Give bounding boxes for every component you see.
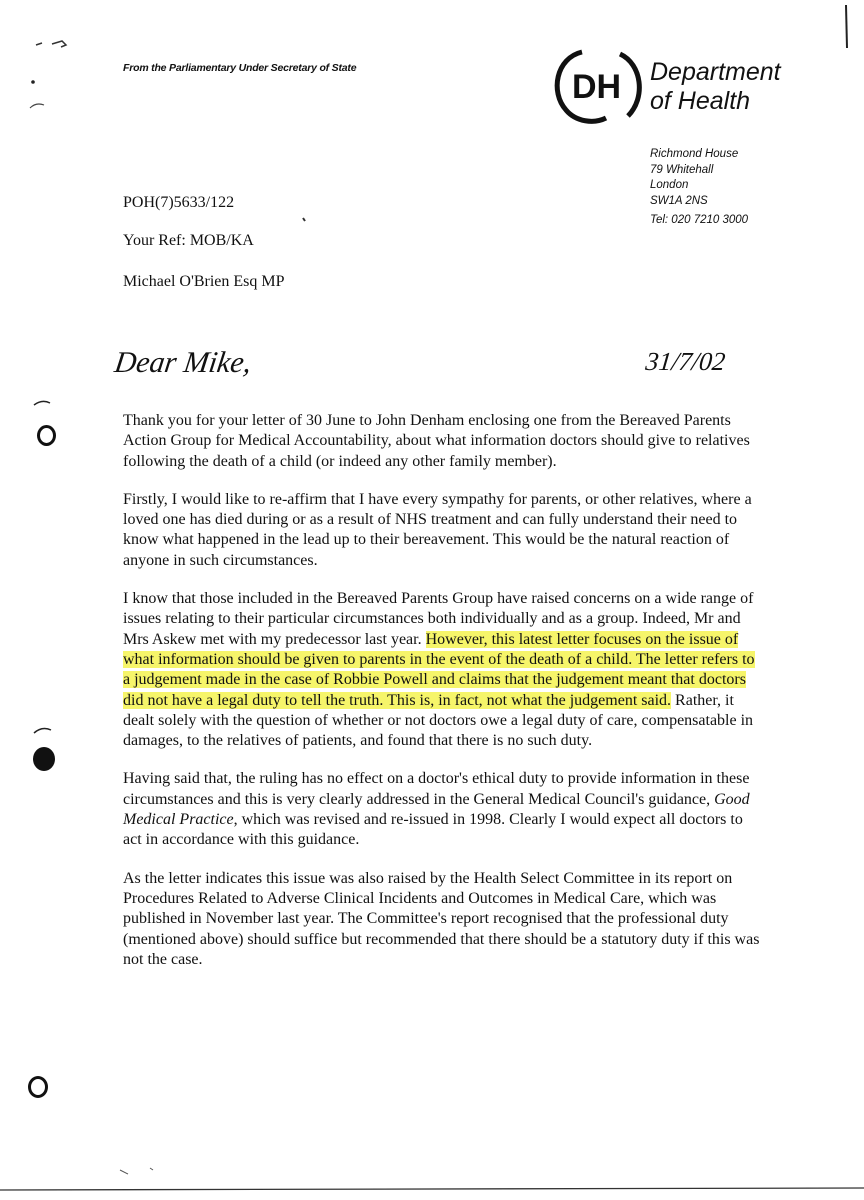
address-line: 79 Whitehall xyxy=(650,163,714,176)
address-line: London xyxy=(650,179,689,191)
department-name xyxy=(650,58,781,116)
handwritten-salutation: Dear Mike, xyxy=(112,345,254,379)
punch-hole-bottom xyxy=(28,1076,48,1098)
address-block xyxy=(650,147,748,229)
department-line-2: of Health xyxy=(650,87,751,115)
department-line-1: Department xyxy=(650,58,781,86)
paragraph-4-after: , which was revised and re-issued in 1998. Clearly I would expect all doctors to act in accordance with this guidance. xyxy=(123,811,743,849)
paragraph-3 xyxy=(123,589,763,751)
from-line: From the Parliamentary Under Secretary of State xyxy=(123,62,357,74)
punch-hole-middle xyxy=(33,747,55,771)
letter-body xyxy=(123,411,763,988)
address-line: SW1A 2NS xyxy=(650,194,708,207)
handwriting xyxy=(110,340,790,390)
paragraph-3-intro: I know that those included in the Bereaved Parents Group have raised concerns on a wide range of issues relating to their particular circumstances both individually and as a group. Indeed, Mr and Mrs Askew met with my predecessor last year. xyxy=(123,590,754,648)
our-reference: POH(7)5633/122 xyxy=(123,194,235,211)
recipient: Michael O'Brien Esq MP xyxy=(123,273,285,290)
punch-hole-top xyxy=(37,425,56,446)
logo-initials: DH xyxy=(572,68,622,106)
your-reference: Your Ref: MOB/KA xyxy=(123,232,254,249)
paragraph-1: Thank you for your letter of 30 June to John Denham enclosing one from the Bereaved Parents Action Group for Medical Accountability, about what information doctors should give to relatives following the death of a child (or indeed any other family member). xyxy=(123,412,750,470)
address-line: Richmond House xyxy=(650,148,739,160)
paragraph-2: Firstly, I would like to re-affirm that I have every sympathy for parents, or other relatives, where a loved one has died during or as a result of NHS treatment and can fully understand their need to know what happened in the lead up to their bereavement. This would be the natural reaction of anyone in such circumstances. xyxy=(123,490,752,569)
telephone: Tel: 020 7210 3000 xyxy=(650,214,749,226)
paragraph-3-rest: Rather, it dealt solely with the question of whether or not doctors owe a legal duty of care, compensatable in damages, to the relatives of patients, and found that there is no such duty. xyxy=(123,691,754,750)
highlighted-passage: However, this latest letter focuses on the issue of what information should be given to parents in the event of the death of a child. The letter refers to a judgement made in the case of Robbie Powell and claims that the judgement meant that doctors did not have a legal duty to tell the truth. This is, in fact, not what the judgement said. xyxy=(123,630,755,709)
publication-title: Good Medical Practice xyxy=(123,790,750,829)
paragraph-4 xyxy=(123,769,763,850)
paragraph-4-before: Having said that, the ruling has no effect on a doctor's ethical duty to provide information in these circumstances and this is very clearly addressed in the General Medical Council's guidance, xyxy=(123,770,750,808)
handwritten-date: 31/7/02 xyxy=(644,347,727,376)
paragraph-5: As the letter indicates this issue was also raised by the Health Select Committee in its report on Procedures Related to Adverse Clinical Incidents and Outcomes in Medical Care, which was published in November last year. The Committee's report recognised that the professional duty (mentioned above) should suffice but recommended that there should be a statutory duty if this was not the case. xyxy=(123,869,760,968)
